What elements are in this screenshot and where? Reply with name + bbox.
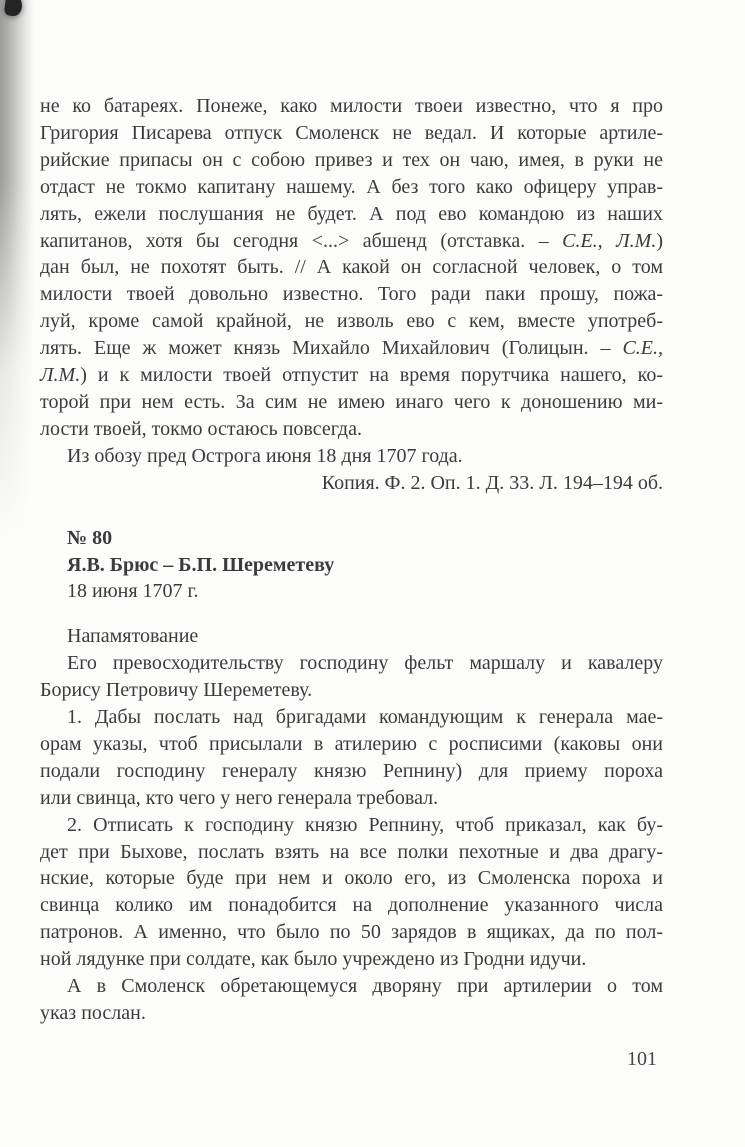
text-line: или свинца, кто чего у него генерала требовал. xyxy=(40,786,439,809)
text-line: Григория Писарева отпуск Смоленск не ведал. И которые артиле- xyxy=(40,121,663,144)
memo-heading: Напамятование xyxy=(67,625,199,648)
text-line: Борису Петровичу Шереметеву. xyxy=(40,679,313,702)
text-line: торой при нем есть. За сим не имею инаго чего к доношению ми- xyxy=(40,390,663,413)
text-line: капитанов, хотя бы сегодня <...> абшенд (отставка. – С.Е., Л.М.) xyxy=(40,229,664,252)
binding-shadow-fade xyxy=(0,0,36,640)
document-title: Я.В. Брюс – Б.П. Шереметеву xyxy=(67,553,335,576)
text-line: подали господину генералу князю Репнину) для приему пороха xyxy=(40,759,663,782)
text-line: не ко батареях. Понеже, како милости твоеи известно, что я про xyxy=(40,95,663,117)
text-line: ной лядунке при солдате, как было учреждено из Гродни идучи. xyxy=(40,948,587,971)
text-line: лять, ежели послушания не будет. А под ево командою из наших xyxy=(40,202,663,225)
paragraph-letter-body xyxy=(40,93,663,443)
text-line: Его превосходительству господину фельт маршалу и кавалеру xyxy=(67,652,663,675)
document-date: 18 июня 1707 г. xyxy=(67,580,199,603)
paragraph-closing xyxy=(40,973,663,1027)
text-line: указ послан. xyxy=(40,1002,146,1024)
archive-reference: Копия. Ф. 2. Оп. 1. Д. 33. Л. 194–194 об. xyxy=(321,471,663,494)
paragraph-item-1 xyxy=(40,704,663,812)
text-line: рийские припасы он с собою привез и тех он чаю, имея, в руки не xyxy=(40,148,663,171)
paragraph-item-2 xyxy=(40,812,663,973)
letter-dateline: Из обозу пред Острога июня 18 дня 1707 года. xyxy=(67,444,463,467)
paragraph-addressee xyxy=(40,650,663,704)
text-line: Л.М.) и к милости твоей отпустит на время порутчика нашего, ко- xyxy=(40,364,663,387)
text-line: дет при Быхове, послать взять на все полки пехотные и два драгу- xyxy=(40,840,663,863)
text-line: луй, кроме самой крайной, не изволь ево с кем, вместе употреб- xyxy=(40,310,663,333)
text-line: отдаст не токмо капитану нашему. А без того како офицеру управ- xyxy=(40,175,663,198)
text-line: 2. Отписать к господину князю Репнину, чтоб приказал, как бу- xyxy=(67,813,663,836)
text-line: 1. Дабы послать над бригадами командующим к генерала мае- xyxy=(67,706,663,729)
text-line: свинца колико им понадобится на дополнение указанного числа xyxy=(40,894,663,917)
text-line: патронов. А именно, что было по 50 зарядов в ящиках, да по пол- xyxy=(40,921,663,944)
text-line: лять. Еще ж может князь Михайло Михайлович (Голицын. – С.Е., xyxy=(40,337,663,360)
text-line: милости твоей довольно известно. Того ради паки прошу, пожа- xyxy=(40,283,663,306)
text-line: А в Смоленск обретающемуся дворяну при артилерии о том xyxy=(67,975,663,998)
text-line: нские, которые буде при нем и около его, из Смоленска пороха и xyxy=(40,867,663,890)
page-text-block xyxy=(40,93,663,1027)
text-line: дан был, не похотят быть. // А какой он согласной человек, о том xyxy=(40,256,663,279)
text-line: орам указы, чтоб присылали в атилерию с росписими (каковы они xyxy=(40,732,663,755)
document-number: № 80 xyxy=(67,526,113,549)
text-line: лости твоей, токмо остаюсь повсегда. xyxy=(40,417,362,440)
page-number: 101 xyxy=(627,1048,657,1070)
